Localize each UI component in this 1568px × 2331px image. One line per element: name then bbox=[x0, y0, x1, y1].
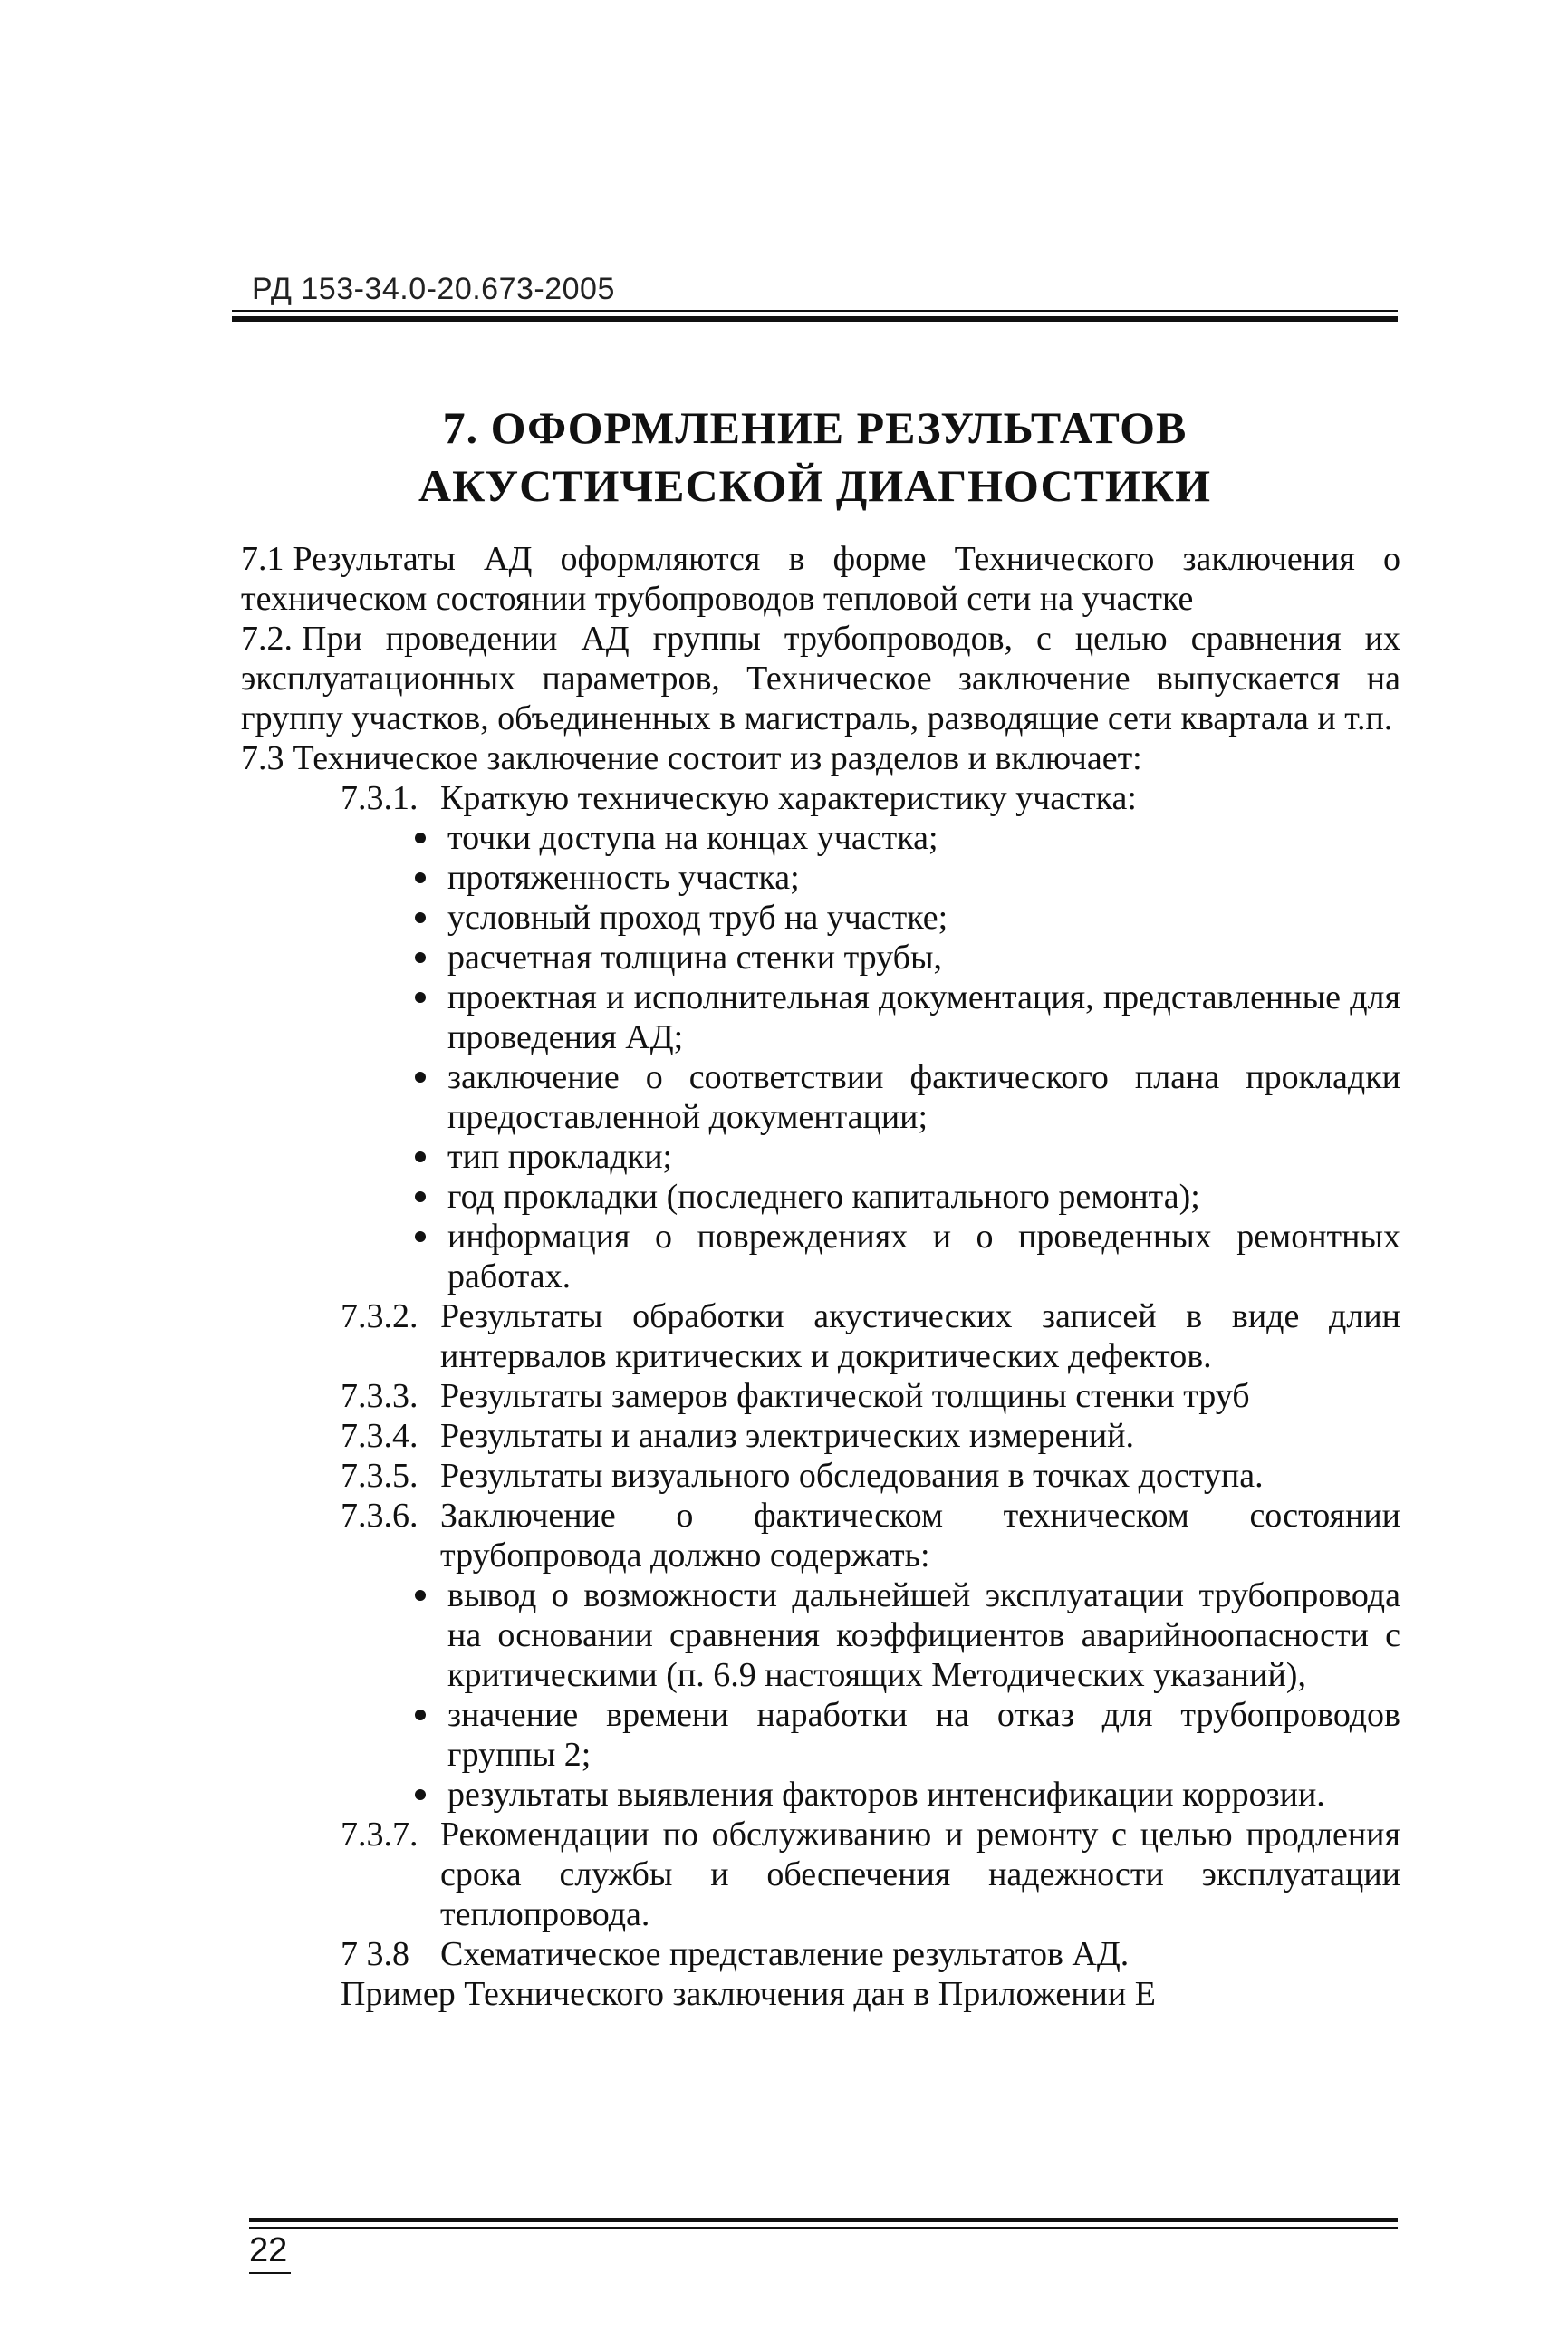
subsection-7-3-5 bbox=[341, 1456, 1400, 1496]
chapter-title-line-1: 7. ОФОРМЛЕНИЕ РЕЗУЛЬТАТОВ bbox=[442, 402, 1188, 453]
list-item: заключение о соответствии фактического плана прокладки предоставленной документации; bbox=[411, 1057, 1400, 1137]
bullet-list-7-3-1 bbox=[411, 818, 1400, 1296]
subsection-number: 7.3.6. bbox=[341, 1497, 418, 1535]
document-code: РД 153-34.0-20.673-2005 bbox=[252, 272, 615, 306]
subsection-text: Результаты обработки акустических записей в виде длин интервалов критических и докритических дефектов. bbox=[440, 1297, 1400, 1375]
paragraph-number: 7.3 bbox=[241, 739, 284, 777]
list-item: точки доступа на концах участка; bbox=[411, 818, 1400, 858]
subsection-number: 7.3.1. bbox=[341, 779, 418, 817]
subsection-number: 7 3.8 bbox=[341, 1935, 409, 1973]
subsection-text: Схематическое представление результатов АД. bbox=[440, 1935, 1130, 1973]
subsection-number: 7.3.4. bbox=[341, 1417, 418, 1455]
paragraph-7-2 bbox=[241, 619, 1400, 738]
subsection-number: 7.3.7. bbox=[341, 1816, 418, 1854]
paragraph-7-3 bbox=[241, 738, 1400, 778]
subsection-7-3-6 bbox=[341, 1496, 1400, 1575]
chapter-body bbox=[241, 539, 1400, 2014]
subsection-7-3-1 bbox=[341, 778, 1400, 818]
paragraph-7-1 bbox=[241, 539, 1400, 619]
list-item: расчетная толщина стенки трубы, bbox=[411, 938, 1400, 978]
subsection-number: 7.3.2. bbox=[341, 1297, 418, 1335]
header-rule bbox=[232, 310, 1398, 312]
subsection-text: Результаты визуального обследования в точках доступа. bbox=[440, 1457, 1264, 1495]
list-item: тип прокладки; bbox=[411, 1137, 1400, 1177]
chapter-title-line-2: АКУСТИЧЕСКОЙ ДИАГНОСТИКИ bbox=[418, 460, 1211, 511]
list-item: результаты выявления факторов интенсификации коррозии. bbox=[411, 1775, 1400, 1815]
list-item: информация о повреждениях и о проведенных ремонтных работах. bbox=[411, 1217, 1400, 1296]
list-item: год прокладки (последнего капитального ремонта); bbox=[411, 1177, 1400, 1217]
footer-rule bbox=[249, 2227, 1398, 2229]
subsection-number: 7.3.5. bbox=[341, 1457, 418, 1495]
list-item: условный проход труб на участке; bbox=[411, 898, 1400, 938]
subsection-text: Заключение о фактическом техническом состоянии трубопровода должно содержать: bbox=[440, 1497, 1400, 1575]
subsection-text: Краткую техническую характеристику участка: bbox=[440, 779, 1137, 817]
header-rule-thick bbox=[232, 316, 1398, 322]
subsection-7-3-2 bbox=[341, 1296, 1400, 1376]
bullet-list-7-3-6 bbox=[411, 1575, 1400, 1815]
subsection-number: 7.3.3. bbox=[341, 1377, 418, 1415]
page-number: 22 bbox=[249, 2231, 291, 2274]
paragraph-text: При проведении АД группы трубопроводов, с целью сравнения их эксплуатационных параметров, Техническое заключение выпускается на группу участков, объединенных в магистраль, разводящие сети квартала и т.п. bbox=[241, 620, 1400, 737]
subsection-text: Результаты и анализ электрических измерений. bbox=[440, 1417, 1134, 1455]
list-item: проектная и исполнительная документация, представленные для проведения АД; bbox=[411, 978, 1400, 1057]
paragraph-number: 7.2. bbox=[241, 620, 293, 658]
chapter-title bbox=[232, 399, 1398, 515]
subsection-text: Результаты замеров фактической толщины стенки труб bbox=[440, 1377, 1250, 1415]
subsection-text: Рекомендации по обслуживанию и ремонту с целью продления срока службы и обеспечения надежности эксплуатации теплопровода. bbox=[440, 1816, 1400, 1933]
subsection-7-3-4 bbox=[341, 1416, 1400, 1456]
list-item: вывод о возможности дальнейшей эксплуатации трубопровода на основании сравнения коэффициентов аварийноопасности с критическими (п. 6.9 настоящих Методических указаний), bbox=[411, 1575, 1400, 1695]
paragraph-text: Техническое заключение состоит из разделов и включает: bbox=[293, 739, 1142, 777]
closing-line: Пример Технического заключения дан в Приложении Е bbox=[341, 1975, 1156, 2013]
list-item: протяженность участка; bbox=[411, 858, 1400, 898]
subsection-7-3-3 bbox=[341, 1376, 1400, 1416]
subsection-7-3-8 bbox=[341, 1934, 1400, 1974]
paragraph-text: Результаты АД оформляются в форме Технического заключения о техническом состоянии трубопроводов тепловой сети на участке bbox=[241, 540, 1400, 618]
subsection-7-3-7 bbox=[341, 1815, 1400, 1934]
paragraph-number: 7.1 bbox=[241, 540, 284, 578]
list-item: значение времени наработки на отказ для трубопроводов группы 2; bbox=[411, 1695, 1400, 1775]
footer-rule-thick bbox=[249, 2218, 1398, 2222]
